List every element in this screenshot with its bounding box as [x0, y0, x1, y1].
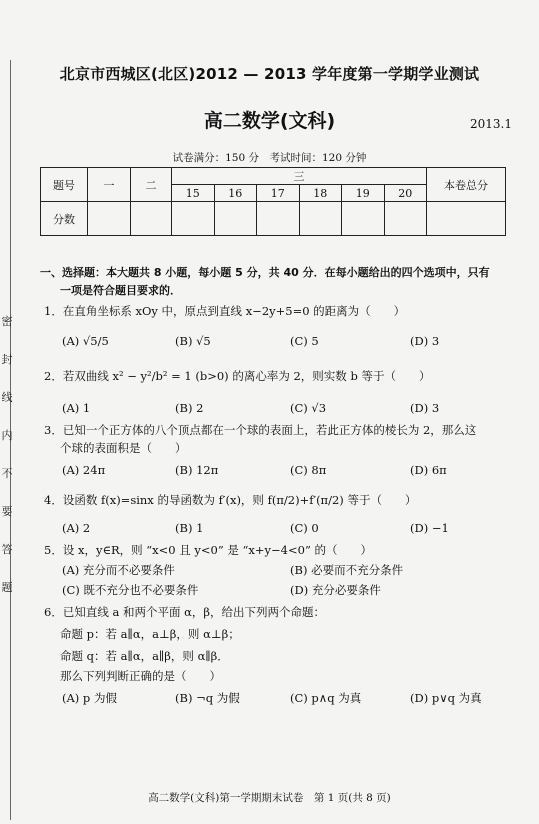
binding-char: 密 — [1, 315, 13, 328]
question-6-prop-q: 命题 q：若 a∥α，a∥β，则 α∥β． — [60, 649, 229, 663]
question-4-stem: 4．设函数 f(x)=sinx 的导函数为 f′(x)，则 f(π/2)+f′(π/2) 等于（ ） — [44, 493, 417, 507]
score-cell[interactable] — [342, 202, 385, 236]
col-section-1: 一 — [88, 168, 131, 202]
row-label-question: 题号 — [41, 168, 88, 202]
exam-date: 2013.1 — [470, 117, 512, 131]
question-3-stem-cont: 个球的表面积是（ ） — [60, 441, 187, 455]
q4-option-a: (A) 2 — [62, 521, 91, 535]
score-cell[interactable] — [131, 202, 172, 236]
score-cell[interactable] — [88, 202, 131, 236]
col-total: 本卷总分 — [427, 168, 506, 202]
q6-option-c: (C) p∧q 为真 — [290, 691, 362, 705]
q1-option-a: (A) √5/5 — [62, 334, 109, 348]
binding-char: 要 — [1, 505, 13, 518]
q3-option-a: (A) 24π — [62, 463, 106, 477]
q6-option-d: (D) p∨q 为真 — [410, 691, 482, 705]
col-section-3: 三 — [172, 168, 427, 185]
sub-col: 15 — [172, 185, 215, 202]
exam-info: 试卷满分：150 分 考试时间：120 分钟 — [172, 152, 367, 164]
q5-option-a: (A) 充分而不必要条件 — [62, 563, 175, 577]
section-heading-cont: 一项是符合题目要求的． — [60, 284, 181, 297]
q1-option-d: (D) 3 — [410, 334, 440, 348]
question-6-stem: 6．已知直线 a 和两个平面 α，β，给出下列两个命题： — [44, 605, 326, 619]
exam-subtitle: 高二数学(文科) — [203, 110, 336, 132]
sub-col: 19 — [342, 185, 385, 202]
sub-col: 20 — [384, 185, 427, 202]
q5-option-d: (D) 充分必要条件 — [290, 583, 381, 597]
q3-option-d: (D) 6π — [410, 463, 447, 477]
q2-option-b: (B) 2 — [175, 401, 204, 415]
sub-col: 16 — [214, 185, 257, 202]
q6-option-b: (B) ¬q 为假 — [175, 691, 240, 705]
score-cell[interactable] — [384, 202, 427, 236]
q1-option-b: (B) √5 — [175, 334, 211, 348]
q4-option-d: (D) −1 — [410, 521, 449, 535]
score-cell[interactable] — [172, 202, 215, 236]
score-cell[interactable] — [257, 202, 300, 236]
binding-char: 封 — [1, 353, 13, 366]
sub-col: 17 — [257, 185, 300, 202]
q2-option-d: (D) 3 — [410, 401, 440, 415]
question-1-stem: 1．在直角坐标系 xOy 中，原点到直线 x−2y+5=0 的距离为（ ） — [44, 304, 406, 318]
q6-option-a: (A) p 为假 — [62, 691, 117, 705]
q4-option-c: (C) 0 — [290, 521, 319, 535]
row-label-score: 分数 — [41, 202, 88, 236]
q2-option-c: (C) √3 — [290, 401, 327, 415]
score-cell[interactable] — [214, 202, 257, 236]
binding-char: 内 — [1, 429, 13, 442]
q2-option-a: (A) 1 — [62, 401, 91, 415]
question-6-prompt: 那么下列判断正确的是（ ） — [60, 669, 221, 683]
q3-option-c: (C) 8π — [290, 463, 327, 477]
binding-char: 不 — [1, 467, 13, 480]
q1-option-c: (C) 5 — [290, 334, 319, 348]
question-5-stem: 5．设 x，y∈R，则 “x<0 且 y<0” 是 “x+y−4<0” 的（ ） — [44, 543, 372, 557]
question-3-stem: 3．已知一个正方体的八个顶点都在一个球的表面上，若此正方体的棱长为 2，那么这 — [44, 423, 477, 437]
sub-col: 18 — [299, 185, 342, 202]
binding-char: 答 — [1, 543, 13, 556]
score-cell[interactable] — [299, 202, 342, 236]
col-section-2: 二 — [131, 168, 172, 202]
question-2-stem: 2．若双曲线 x² − y²/b² = 1 (b>0) 的离心率为 2，则实数 b 等于（ ） — [44, 369, 431, 383]
question-6-prop-p: 命题 p：若 a∥α，a⊥β，则 α⊥β； — [60, 627, 240, 641]
binding-char: 题 — [1, 581, 13, 594]
q5-option-b: (B) 必要而不充分条件 — [290, 563, 404, 577]
binding-char: 线 — [1, 391, 13, 404]
page-footer: 高二数学(文科)第一学期期末试卷 第 1 页(共 8 页) — [148, 792, 391, 804]
binding-margin-text — [0, 315, 14, 619]
section-heading: 一、选择题：本大题共 8 小题，每小题 5 分，共 40 分．在每小题给出的四个选项中，只有 — [40, 266, 490, 279]
exam-title: 北京市西城区(北区)2012 — 2013 学年度第一学期学业测试 — [59, 65, 480, 83]
q5-option-c: (C) 既不充分也不必要条件 — [62, 583, 199, 597]
score-cell[interactable] — [427, 202, 506, 236]
q3-option-b: (B) 12π — [175, 463, 219, 477]
q4-option-b: (B) 1 — [175, 521, 204, 535]
score-table — [40, 167, 506, 236]
